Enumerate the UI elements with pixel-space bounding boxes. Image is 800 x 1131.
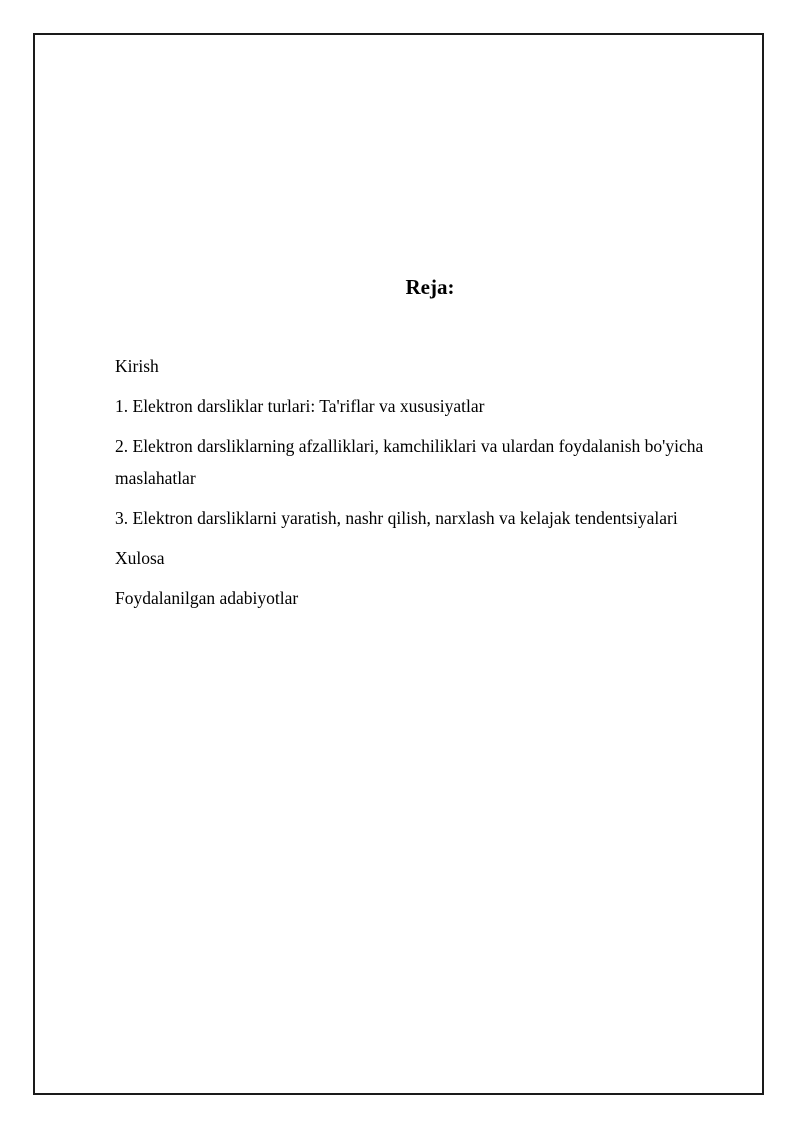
plan-item-introduction: Kirish <box>115 356 159 376</box>
plan-item-references: Foydalanilgan adabiyotlar <box>115 588 299 608</box>
plan-item-3: 3. Elektron darsliklarni yaratish, nashr qilish, narxlash va kelajak tendentsiyalari <box>115 508 678 528</box>
plan-item-conclusion: Xulosa <box>115 548 165 568</box>
plan-item-1: 1. Elektron darsliklar turlari: Ta'riflar va xususiyatlar <box>115 396 485 416</box>
page-title: Reja: <box>405 275 455 299</box>
plan-list <box>115 350 735 622</box>
plan-item-2: 2. Elektron darsliklarning afzalliklari, kamchiliklari va ulardan foydalanish bo'yicha maslahatlar <box>115 436 704 488</box>
